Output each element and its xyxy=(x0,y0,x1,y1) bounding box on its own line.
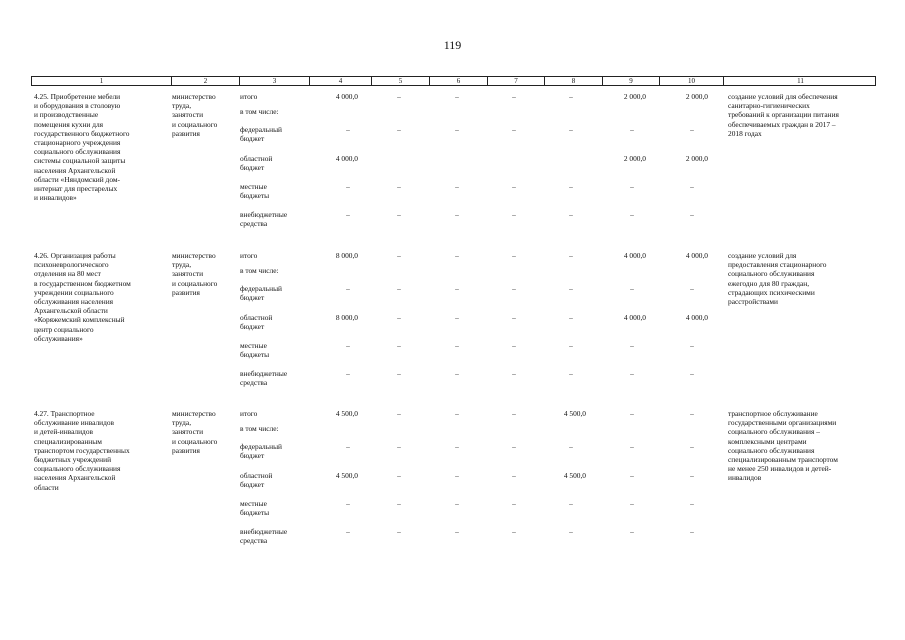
value-dash: – xyxy=(512,409,516,418)
value-dash: – xyxy=(690,125,694,134)
funding-source-line: средства xyxy=(240,536,268,546)
header-col-8: 8 xyxy=(544,77,602,85)
measure-name-line: области «Няндомский дом- xyxy=(34,174,121,184)
expected-result-line: расстройствами xyxy=(728,297,779,307)
measure-name-line: населения Архангельской xyxy=(34,473,116,483)
value-dash: – xyxy=(512,369,516,378)
value-amount: 2 000,0 xyxy=(685,154,708,163)
executor-line: занятости xyxy=(172,427,204,437)
measure-name-line: центр социального xyxy=(34,324,94,334)
measure-name-line: в государственном бюджетном xyxy=(34,278,131,288)
value-dash: – xyxy=(512,471,516,480)
expected-result-line: государственными организациями xyxy=(728,418,837,428)
measure-name-line: обслуживания населения xyxy=(34,297,114,307)
value-dash: – xyxy=(455,284,459,293)
funding-source xyxy=(240,442,282,460)
funding-source xyxy=(240,527,287,545)
funding-source-line: областной xyxy=(240,471,273,480)
funding-source-line: областной xyxy=(240,313,273,322)
value-amount: 2 000,0 xyxy=(685,92,708,101)
measure-name-line: бюджетных учреждений xyxy=(34,455,112,465)
expected-result-line: создание условий для обеспечения xyxy=(728,92,838,101)
executor xyxy=(172,92,217,138)
value-dash: – xyxy=(397,125,401,134)
value-dash: – xyxy=(397,369,401,378)
funding-source-line: внебюджетные xyxy=(240,527,288,536)
expected-result-line: не менее 250 инвалидов и детей- xyxy=(728,464,832,474)
header-col-3: 3 xyxy=(239,77,309,85)
executor-line: развития xyxy=(172,128,200,138)
expected-result-line: предоставления стационарного xyxy=(728,260,827,270)
funding-source-line: бюджеты xyxy=(240,191,270,201)
expected-result-line: 2018 годах xyxy=(728,128,762,138)
funding-source xyxy=(240,341,269,359)
expected-result-line: комплексными центрами xyxy=(728,436,807,446)
funding-source-line: бюджеты xyxy=(240,508,270,518)
funding-source-line: внебюджетные xyxy=(240,369,288,378)
executor-line: и социального xyxy=(172,436,218,446)
value-dash: – xyxy=(346,499,350,508)
value-dash: – xyxy=(346,125,350,134)
value-dash: – xyxy=(512,210,516,219)
measure-name-line: системы социальной защиты xyxy=(34,156,126,166)
header-col-9: 9 xyxy=(602,77,659,85)
executor-line: министерство xyxy=(172,251,216,260)
measure-name-line: 4.26. Организация работы xyxy=(34,251,116,260)
value-dash: – xyxy=(630,341,634,350)
value-dash: – xyxy=(397,210,401,219)
measure-name-line: Архангельской области xyxy=(34,306,108,316)
executor-line: министерство xyxy=(172,92,216,101)
value-dash: – xyxy=(397,284,401,293)
expected-result-line: создание условий для xyxy=(728,251,797,260)
funding-source-line: бюджет xyxy=(240,293,265,303)
funding-source-line: бюджет xyxy=(240,163,265,173)
funding-source xyxy=(240,251,257,260)
funding-source xyxy=(240,154,272,172)
value-dash: – xyxy=(690,182,694,191)
value-dash: – xyxy=(397,527,401,536)
value-amount: 4 500,0 xyxy=(335,409,358,418)
measure-name-line: транспортом государственных xyxy=(34,445,130,455)
executor-line: занятости xyxy=(172,110,204,120)
funding-source xyxy=(240,369,287,387)
funding-source-line: в том числе: xyxy=(240,107,279,116)
value-amount: 8 000,0 xyxy=(335,313,358,322)
measure-name-line: 4.27. Транспортное xyxy=(34,409,95,418)
expected-result-line: социального обслуживания xyxy=(728,269,815,279)
header-col-5: 5 xyxy=(371,77,429,85)
value-amount: 4 000,0 xyxy=(685,251,708,260)
value-dash: – xyxy=(455,182,459,191)
value-dash: – xyxy=(455,409,459,418)
funding-source-line: местные xyxy=(240,341,267,350)
measure-name-line: населения Архангельской xyxy=(34,165,116,175)
executor-line: и социального xyxy=(172,278,218,288)
value-dash: – xyxy=(397,182,401,191)
value-amount: 4 500,0 xyxy=(563,409,586,418)
value-dash: – xyxy=(512,251,516,260)
value-dash: – xyxy=(397,341,401,350)
value-dash: – xyxy=(630,369,634,378)
executor-line: и социального xyxy=(172,119,218,129)
measure-name-line: отделения на 80 мест xyxy=(34,269,101,279)
expected-result-line: ежегодно для 80 граждан, xyxy=(728,278,810,288)
expected-result-line: инвалидов xyxy=(728,473,762,483)
value-dash: – xyxy=(455,341,459,350)
value-dash: – xyxy=(569,527,573,536)
value-dash: – xyxy=(512,442,516,451)
value-dash: – xyxy=(630,499,634,508)
value-dash: – xyxy=(690,471,694,480)
funding-source-line: областной xyxy=(240,154,273,163)
expected-result-line: социального обслуживания xyxy=(728,445,815,455)
funding-source-line: в том числе: xyxy=(240,424,279,433)
value-amount: 4 500,0 xyxy=(335,471,358,480)
funding-source xyxy=(240,499,269,517)
funding-source-line: итого xyxy=(240,409,258,418)
executor-line: труда, xyxy=(172,101,192,111)
value-amount: 4 000,0 xyxy=(623,251,646,260)
measure-name-line: стационарного учреждения xyxy=(34,138,121,148)
value-dash: – xyxy=(512,499,516,508)
value-dash: – xyxy=(690,210,694,219)
measure-name-line: социального обслуживания xyxy=(34,464,121,474)
measure-name xyxy=(34,251,131,343)
page-number: 119 xyxy=(443,38,462,52)
value-dash: – xyxy=(630,284,634,293)
value-dash: – xyxy=(346,284,350,293)
expected-result-line: обеспечиваемых граждан в 2017 – xyxy=(728,119,836,129)
value-dash: – xyxy=(630,125,634,134)
funding-source-line: бюджеты xyxy=(240,350,270,360)
value-dash: – xyxy=(630,182,634,191)
header-col-10: 10 xyxy=(659,77,723,85)
value-dash: – xyxy=(397,442,401,451)
funding-source-line: внебюджетные xyxy=(240,210,288,219)
table-header-row xyxy=(31,76,876,86)
value-dash: – xyxy=(455,499,459,508)
funding-source-line: итого xyxy=(240,251,258,260)
value-dash: – xyxy=(630,210,634,219)
value-dash: – xyxy=(630,527,634,536)
funding-source xyxy=(240,210,287,228)
funding-source-line: в том числе: xyxy=(240,266,279,275)
funding-source xyxy=(240,107,279,116)
value-dash: – xyxy=(455,442,459,451)
measure-name-line: государственного бюджетного xyxy=(34,128,130,138)
executor xyxy=(172,409,217,455)
funding-source xyxy=(240,266,279,275)
value-dash: – xyxy=(512,527,516,536)
header-col-6: 6 xyxy=(429,77,487,85)
measure-name-line: и производственные xyxy=(34,110,99,120)
value-dash: – xyxy=(512,341,516,350)
value-dash: – xyxy=(346,341,350,350)
value-dash: – xyxy=(397,499,401,508)
measure-name-line: обслуживание инвалидов xyxy=(34,418,115,428)
executor-line: занятости xyxy=(172,269,204,279)
executor-line: развития xyxy=(172,287,200,297)
measure-name-line: обслуживания» xyxy=(34,333,83,343)
value-dash: – xyxy=(569,313,573,322)
executor xyxy=(172,251,217,297)
value-dash: – xyxy=(569,284,573,293)
measure-name-line: учреждении социального xyxy=(34,287,114,297)
value-amount: 4 000,0 xyxy=(623,313,646,322)
value-dash: – xyxy=(346,442,350,451)
header-col-2: 2 xyxy=(171,77,239,85)
measure-name-line: области xyxy=(34,482,59,492)
value-dash: – xyxy=(397,471,401,480)
value-dash: – xyxy=(346,210,350,219)
executor-line: труда, xyxy=(172,260,192,270)
measure-name-line: психоневрологического xyxy=(34,260,109,270)
header-col-11: 11 xyxy=(723,77,877,85)
measure-name-line: «Коряжемский комплексный xyxy=(34,315,125,325)
expected-result-line: санитарно-гигиенических xyxy=(728,101,810,111)
value-dash: – xyxy=(569,92,573,101)
funding-source xyxy=(240,409,257,418)
measure-name-line: и детей-инвалидов xyxy=(34,427,94,437)
value-dash: – xyxy=(512,313,516,322)
funding-source-line: бюджет xyxy=(240,134,265,144)
expected-result-line: страдающих психическими xyxy=(728,287,815,297)
header-col-7: 7 xyxy=(487,77,544,85)
measure-name-line: специализированным xyxy=(34,436,102,446)
measure-name-line: и оборудования в столовую xyxy=(34,101,121,111)
funding-source-line: федеральный xyxy=(240,125,282,134)
value-dash: – xyxy=(569,341,573,350)
value-dash: – xyxy=(569,499,573,508)
funding-source-line: федеральный xyxy=(240,284,282,293)
value-dash: – xyxy=(630,442,634,451)
value-dash: – xyxy=(569,251,573,260)
value-dash: – xyxy=(512,92,516,101)
funding-source-line: местные xyxy=(240,499,267,508)
funding-source xyxy=(240,125,282,143)
measure-name xyxy=(34,409,130,492)
value-dash: – xyxy=(346,182,350,191)
value-dash: – xyxy=(397,313,401,322)
funding-source-line: бюджет xyxy=(240,480,265,490)
expected-result-line: социального обслуживания – xyxy=(728,427,820,437)
funding-source xyxy=(240,424,279,433)
measure-name-line: и инвалидов» xyxy=(34,193,77,203)
measure-name-line: помещения кухни для xyxy=(34,119,104,129)
value-dash: – xyxy=(630,409,634,418)
funding-source-line: средства xyxy=(240,378,268,388)
value-dash: – xyxy=(690,369,694,378)
value-amount: 2 000,0 xyxy=(623,154,646,163)
value-dash: – xyxy=(690,341,694,350)
value-dash: – xyxy=(512,125,516,134)
value-dash: – xyxy=(455,369,459,378)
value-dash: – xyxy=(690,409,694,418)
value-dash: – xyxy=(455,125,459,134)
executor-line: министерство xyxy=(172,409,216,418)
value-amount: 2 000,0 xyxy=(623,92,646,101)
value-dash: – xyxy=(569,442,573,451)
expected-result-line: транспортное обслуживание xyxy=(728,409,818,418)
funding-source-line: бюджет xyxy=(240,451,265,461)
measure-name-line: интернат для престарелых xyxy=(34,184,118,194)
value-dash: – xyxy=(690,284,694,293)
funding-source xyxy=(240,313,272,331)
value-dash: – xyxy=(690,442,694,451)
value-amount: 4 000,0 xyxy=(335,92,358,101)
value-dash: – xyxy=(455,92,459,101)
expected-result xyxy=(728,92,839,138)
funding-source-line: бюджет xyxy=(240,322,265,332)
value-dash: – xyxy=(512,284,516,293)
value-dash: – xyxy=(346,369,350,378)
value-dash: – xyxy=(455,313,459,322)
value-dash: – xyxy=(346,527,350,536)
value-dash: – xyxy=(690,499,694,508)
expected-result xyxy=(728,409,838,483)
value-dash: – xyxy=(455,527,459,536)
funding-source-line: итого xyxy=(240,92,258,101)
value-dash: – xyxy=(455,251,459,260)
value-amount: 4 000,0 xyxy=(335,154,358,163)
funding-source-line: федеральный xyxy=(240,442,282,451)
value-dash: – xyxy=(569,125,573,134)
value-dash: – xyxy=(397,251,401,260)
expected-result-line: требований к организации питания xyxy=(728,110,839,120)
value-amount: 4 000,0 xyxy=(685,313,708,322)
value-dash: – xyxy=(397,92,401,101)
value-dash: – xyxy=(512,182,516,191)
funding-source xyxy=(240,471,272,489)
measure-name xyxy=(34,92,130,202)
expected-result-line: специализированным транспортом xyxy=(728,455,838,465)
funding-source-line: средства xyxy=(240,219,268,229)
measure-name-line: социального обслуживания xyxy=(34,147,121,157)
value-amount: 4 500,0 xyxy=(563,471,586,480)
value-dash: – xyxy=(569,210,573,219)
value-dash: – xyxy=(455,210,459,219)
value-dash: – xyxy=(630,471,634,480)
funding-source xyxy=(240,284,282,302)
value-dash: – xyxy=(569,369,573,378)
measure-name-line: 4.25. Приобретение мебели xyxy=(34,92,121,101)
funding-source-line: местные xyxy=(240,182,267,191)
header-col-4: 4 xyxy=(309,77,371,85)
value-dash: – xyxy=(690,527,694,536)
funding-source xyxy=(240,92,257,101)
executor-line: труда, xyxy=(172,418,192,428)
expected-result xyxy=(728,251,826,306)
funding-source xyxy=(240,182,269,200)
executor-line: развития xyxy=(172,445,200,455)
value-amount: 8 000,0 xyxy=(335,251,358,260)
value-dash: – xyxy=(569,182,573,191)
value-dash: – xyxy=(455,471,459,480)
header-col-1: 1 xyxy=(99,77,104,85)
value-dash: – xyxy=(397,409,401,418)
